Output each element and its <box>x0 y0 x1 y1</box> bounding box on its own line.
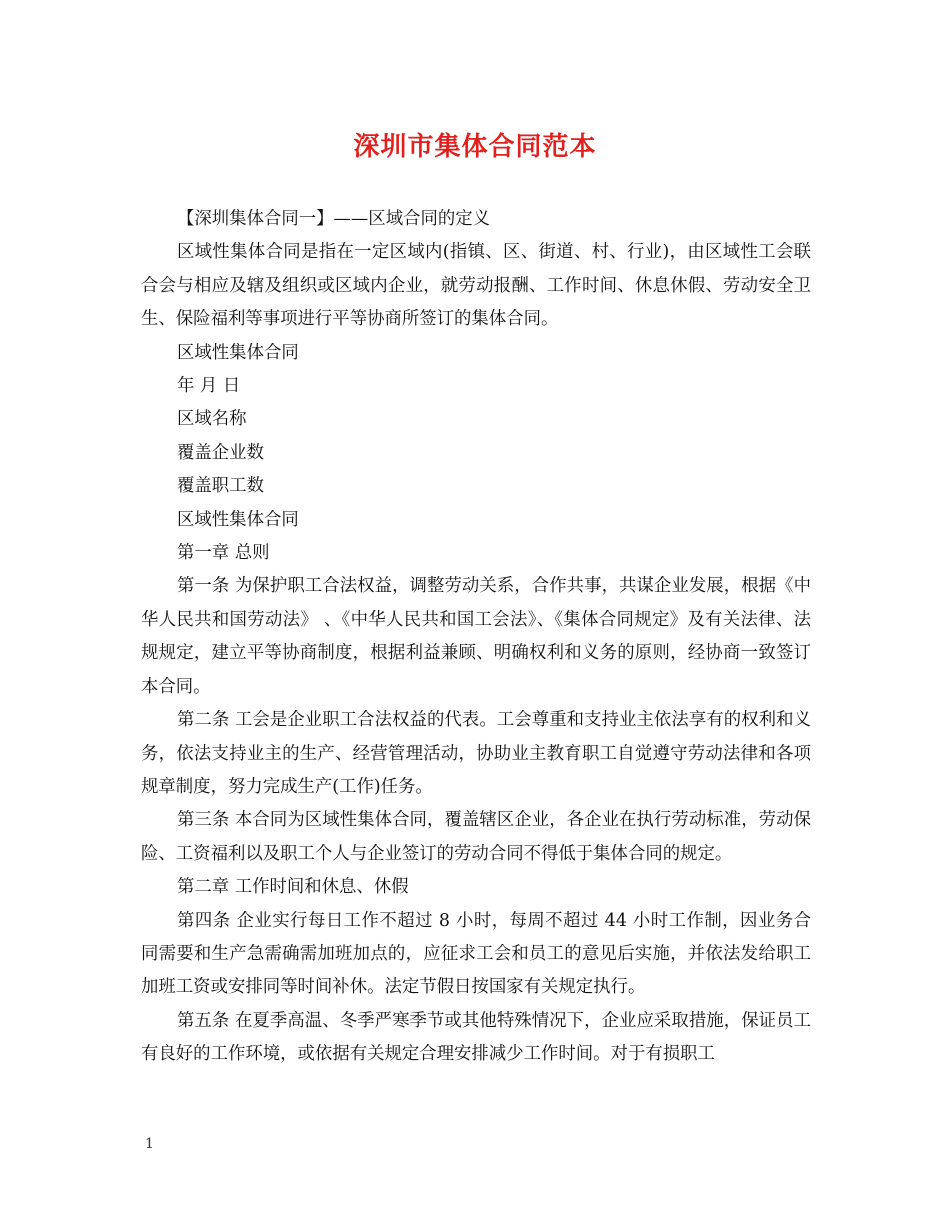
paragraph: 第二章 工作时间和休息、休假 <box>177 877 409 898</box>
paragraph: 区域性集体合同 <box>177 509 299 530</box>
paragraph: 覆盖企业数 <box>177 442 264 463</box>
paragraph: 区域名称 <box>177 409 247 430</box>
paragraph: 第四条 企业实行每日工作不超过 8 小时，每周不超过 44 小时工作制，因业务合同需要和生产急需确需加班加点的，应征求工会和员工的意见后实施，并依法发给职工加班工资或安排同等时间补休。法定节假日按国家有关规定执行。 <box>141 910 811 998</box>
document-body <box>141 203 811 1072</box>
paragraph: 第三条 本合同为区域性集体合同，覆盖辖区企业，各企业在执行劳动标准，劳动保险、工资福利以及职工个人与企业签订的劳动合同不得低于集体合同的规定。 <box>141 810 811 864</box>
paragraph: 【深圳集体合同一】——区域合同的定义 <box>177 209 491 229</box>
paragraph: 区域性集体合同是指在一定区域内(指镇、区、街道、村、行业)，由区域性工会联合会与相应及辖及组织或区域内企业，就劳动报酬、工作时间、休息休假、劳动安全卫生、保险福利等事项进行平等协商所签订的集体合同。 <box>141 242 811 330</box>
paragraph: 第一章 总则 <box>177 543 270 564</box>
paragraph: 第二条 工会是企业职工合法权益的代表。工会尊重和支持业主依法享有的权利和义务，依法支持业主的生产、经营管理活动，协助业主教育职工自觉遵守劳动法律和各项规章制度，努力完成生产(工作)任务。 <box>141 710 811 797</box>
paragraph: 覆盖职工数 <box>177 476 264 497</box>
paragraph: 第一条 为保护职工合法权益，调整劳动关系，合作共事，共谋企业发展，根据《中华人民共和国劳动法》 、《中华人民共和国工会法》、《集体合同规定》及有关法律、法规规定，建立平等协商制度，根据利益兼顾、明确权利和义务的原则，经协商一致签订本合同。 <box>141 576 811 697</box>
paragraph: 区域性集体合同 <box>177 342 299 363</box>
paragraph: 年 月 日 <box>177 376 241 397</box>
page-number: 1 <box>145 1136 154 1152</box>
document-title: 深圳市集体合同范本 <box>353 132 597 162</box>
paragraph: 第五条 在夏季高温、冬季严寒季节或其他特殊情况下，企业应采取措施，保证员工有良好的工作环境，或依据有关规定合理安排减少工作时间。对于有损职工 <box>141 1010 811 1065</box>
